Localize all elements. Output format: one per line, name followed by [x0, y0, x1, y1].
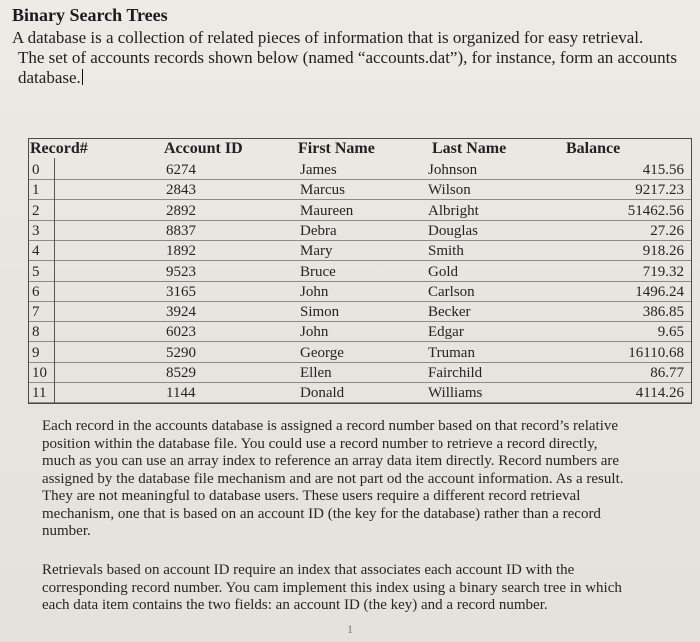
table-row	[28, 180, 692, 200]
balance-cell: 4114.26	[635, 385, 684, 402]
balance-cell: 27.26	[650, 222, 684, 239]
record-number-cell: 0	[32, 162, 40, 178]
table-row	[28, 383, 692, 403]
account-id-index-paragraph	[42, 562, 672, 615]
first-name-cell: George	[300, 344, 344, 361]
text-cursor	[82, 69, 83, 85]
record-number-cell: 2	[32, 202, 40, 219]
last-name-cell: Douglas	[428, 222, 478, 239]
accounts-table	[28, 138, 692, 406]
balance-cell: 51462.56	[627, 202, 684, 219]
last-name-cell: Edgar	[428, 324, 464, 341]
record-number-cell: 11	[32, 385, 47, 402]
last-name-cell: Gold	[428, 263, 458, 280]
table-row	[28, 241, 692, 261]
last-name-cell: Williams	[428, 385, 483, 402]
balance-cell: 415.56	[642, 162, 684, 178]
paragraph-line: each data item contains the two fields: an account ID (the key) and a record number.	[42, 597, 548, 613]
balance-cell: 16110.68	[628, 344, 684, 361]
balance-cell: 719.32	[642, 263, 684, 280]
record-column-divider	[54, 158, 55, 404]
table-row	[28, 322, 692, 342]
last-name-cell: Carlson	[428, 283, 475, 300]
record-number-cell: 5	[32, 263, 40, 280]
header-last-name: Last Name	[432, 140, 507, 157]
last-name-cell: Fairchild	[428, 365, 483, 381]
intro-line-text: database.	[18, 68, 81, 87]
document-heading: Binary Search Trees	[12, 5, 168, 25]
record-number-cell: 9	[32, 344, 40, 361]
balance-cell: 918.26	[642, 243, 684, 260]
paragraph-line: Each record in the accounts database is assigned a record number based on that record’s relative	[42, 418, 619, 434]
table-row	[28, 302, 692, 322]
page-number: 1	[347, 622, 353, 636]
paragraph-line: assigned by the database file mechanism and are not part od the account information. As a result.	[42, 470, 624, 487]
record-number-cell: 8	[32, 324, 40, 341]
table-row	[28, 343, 692, 363]
intro-line: The set of accounts records shown below (named “accounts.dat”), for instance, form an accounts	[18, 48, 677, 67]
table-row	[28, 262, 692, 282]
account-id-cell: 6274	[166, 162, 196, 178]
record-number-paragraph	[42, 418, 672, 541]
account-id-cell: 3165	[166, 283, 196, 300]
table-row	[28, 282, 692, 302]
first-name-cell: Ellen	[300, 365, 332, 381]
balance-cell: 9.65	[657, 324, 684, 341]
account-id-cell: 3924	[166, 304, 196, 321]
account-id-cell: 1892	[166, 243, 196, 260]
account-id-cell: 9523	[166, 263, 196, 280]
balance-cell: 386.85	[642, 304, 684, 321]
first-name-cell: John	[300, 324, 329, 341]
header-balance: Balance	[566, 140, 621, 157]
last-name-cell: Becker	[428, 304, 471, 321]
account-id-cell: 2892	[166, 202, 196, 219]
paragraph-line: much as you can use an array index to reference an array data item directly. Record numbers are	[42, 453, 620, 469]
record-number-cell: 1	[32, 182, 40, 199]
record-number-cell: 10	[32, 365, 47, 381]
header-account-id: Account ID	[164, 140, 243, 157]
intro-line: A database is a collection of related pieces of information that is organized for easy retrieval.	[12, 28, 644, 47]
balance-cell: 9217.23	[635, 182, 684, 199]
paragraph-line: They are not meaningful to database users. These users require a different record retrieval	[42, 488, 581, 504]
table-row	[28, 201, 692, 221]
last-name-cell: Truman	[428, 344, 475, 361]
account-id-cell: 2843	[166, 182, 196, 199]
balance-cell: 86.77	[650, 365, 684, 381]
record-number-cell: 4	[32, 243, 40, 260]
paragraph-line: corresponding record number. You cam implement this index using a binary search tree in which	[42, 579, 622, 596]
header-record-number: Record#	[30, 140, 88, 157]
paragraph-line: position within the database file. You could use a record number to retrieve a record directly,	[42, 435, 598, 452]
balance-cell: 1496.24	[635, 283, 684, 300]
first-name-cell: Debra	[300, 222, 337, 239]
first-name-cell: James	[300, 162, 337, 178]
account-id-cell: 8529	[166, 365, 196, 381]
last-name-cell: Smith	[428, 243, 464, 260]
account-id-cell: 8837	[166, 222, 196, 239]
first-name-cell: Mary	[300, 243, 333, 260]
first-name-cell: John	[300, 283, 329, 300]
intro-line	[12, 68, 696, 88]
first-name-cell: Donald	[300, 385, 345, 402]
record-number-cell: 3	[32, 222, 40, 239]
record-number-cell: 6	[32, 283, 40, 300]
intro-paragraph	[12, 28, 696, 88]
record-number-cell: 7	[32, 304, 40, 321]
header-first-name: First Name	[298, 140, 375, 157]
first-name-cell: Simon	[300, 304, 340, 321]
first-name-cell: Maureen	[300, 202, 354, 219]
first-name-cell: Marcus	[300, 182, 345, 199]
paragraph-line: mechanism, one that is based on an account ID (the key for the database) rather than a record	[42, 505, 601, 522]
table-row	[28, 160, 692, 180]
paragraph-line: Retrievals based on account ID require an index that associates each account ID with the	[42, 562, 575, 578]
table-row	[28, 221, 692, 241]
first-name-cell: Bruce	[300, 263, 336, 280]
last-name-cell: Albright	[428, 202, 479, 219]
last-name-cell: Johnson	[428, 162, 478, 178]
table-row	[28, 363, 692, 383]
paragraph-line: number.	[42, 523, 91, 539]
last-name-cell: Wilson	[428, 182, 471, 199]
account-id-cell: 1144	[166, 385, 196, 402]
account-id-cell: 5290	[166, 344, 196, 361]
account-id-cell: 6023	[166, 324, 196, 341]
